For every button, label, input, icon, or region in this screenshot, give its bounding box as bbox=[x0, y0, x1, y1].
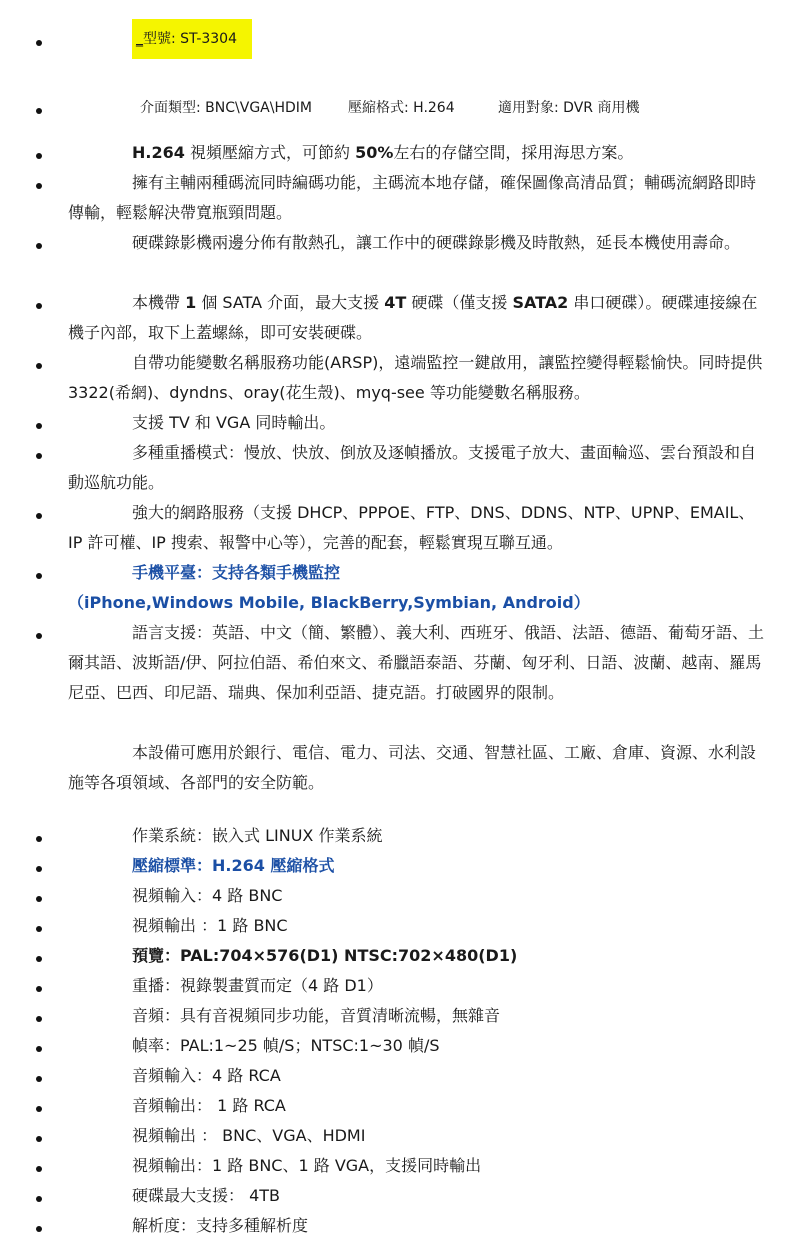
bullet bbox=[36, 40, 42, 46]
bullet bbox=[36, 573, 42, 579]
bullet bbox=[36, 836, 42, 842]
bullet bbox=[36, 986, 42, 992]
bullet bbox=[36, 926, 42, 932]
feature-sata: 本機帶 1 個 SATA 介面，最大支援 4T 硬碟（僅支援 SATA2 串口硬碟）。硬碟連接線在機子內部，取下上蓋螺絲，即可安裝硬碟。 bbox=[68, 293, 758, 342]
bullet bbox=[36, 183, 42, 189]
bullet bbox=[36, 866, 42, 872]
application-paragraph: 本設備可應用於銀行、電信、電力、司法、交通、智慧社區、工廠、倉庫、資源、水利設施等各項領域、各部門的安全防範。 bbox=[68, 743, 757, 792]
spec-item: 音頻：具有音視頻同步功能，音質清晰流暢，無雜音 bbox=[132, 1006, 501, 1025]
bullet bbox=[36, 363, 42, 369]
spec-item: 視頻輸出 ： BNC、VGA、HDMI bbox=[132, 1126, 366, 1145]
bullet bbox=[36, 153, 42, 159]
spec-item: 視頻輸出 ：1 路 BNC bbox=[132, 916, 288, 935]
bullet bbox=[36, 1196, 42, 1202]
bullet bbox=[36, 1046, 42, 1052]
feature-languages: 語言支援：英語、中文（簡、繁體）、義大利、西班牙、俄語、法語、德語、葡萄牙語、土爾其語、波斯語/伊、阿拉伯語、希伯來文、希臘語泰語、芬蘭、匈牙利、日語、波蘭、越南、羅馬尼亞、巴西、印尼語、瑞典、保加利亞語、捷克語。打破國界的限制。 bbox=[68, 623, 765, 702]
bullet bbox=[36, 423, 42, 429]
bullet bbox=[36, 1076, 42, 1082]
bullet bbox=[36, 633, 42, 639]
spec-item: 預覽：PAL:704×576(D1) NTSC:702×480(D1) bbox=[132, 946, 518, 965]
feature-playback: 多種重播模式：慢放、快放、倒放及逐幀播放。支援電子放大、畫面輪巡、雲台預設和自動巡航功能。 bbox=[68, 443, 757, 492]
feature-tv-vga: 支援 TV 和 VGA 同時輸出。 bbox=[132, 413, 336, 432]
bullet bbox=[36, 956, 42, 962]
spec-item: 硬碟最大支援： 4TB bbox=[132, 1186, 281, 1205]
bullet bbox=[36, 1166, 42, 1172]
bullet bbox=[36, 1016, 42, 1022]
compression-format: 壓縮格式: H.264 bbox=[348, 100, 455, 116]
feature-network: 強大的網路服務（支援 DHCP、PPPOE、FTP、DNS、DDNS、NTP、UPNP、EMAIL、IP 許可權、IP 搜索、報警中心等），完善的配套，輕鬆實現互聯互通。 bbox=[68, 503, 755, 552]
bullet bbox=[36, 1106, 42, 1112]
bullet bbox=[36, 243, 42, 249]
model-label: _型號: ST-3304 bbox=[132, 19, 252, 59]
target-market: 適用對象: DVR 商用機 bbox=[498, 100, 640, 116]
spec-item: 音頻輸入：4 路 RCA bbox=[132, 1066, 281, 1085]
feature-cooling: 硬碟錄影機兩邊分佈有散熱孔，讓工作中的硬碟錄影機及時散熱，延長本機使用壽命。 bbox=[132, 233, 741, 252]
bullet bbox=[36, 303, 42, 309]
interface-type: 介面類型: BNC\VGA\HDIM bbox=[140, 100, 312, 116]
spec-item: 解析度：支持多種解析度 bbox=[132, 1216, 309, 1235]
feature-dual-stream: 擁有主輔兩種碼流同時編碼功能，主碼流本地存儲，確保圖像高清品質；輔碼流網路即時傳輸，輕鬆解決帶寬瓶頸問題。 bbox=[68, 173, 757, 222]
feature-h264: H.264 視頻壓縮方式，可節約 50%左右的存儲空間，採用海思方案。 bbox=[132, 143, 634, 162]
spec-item: 視頻輸出：1 路 BNC、1 路 VGA，支援同時輸出 bbox=[132, 1156, 482, 1175]
spec-item: 作業系統：嵌入式 LINUX 作業系統 bbox=[132, 826, 383, 845]
spec-item: 壓縮標準：H.264 壓縮格式 bbox=[132, 856, 335, 875]
bullet bbox=[36, 1226, 42, 1232]
bullet bbox=[36, 108, 42, 114]
spec-item: 幀率：PAL:1~25 幀/S；NTSC:1~30 幀/S bbox=[132, 1036, 440, 1055]
feature-mobile: 手機平臺：支持各類手機監控 （iPhone,Windows Mobile, BlackBerry,Symbian, Android） bbox=[68, 563, 590, 612]
spec-item: 音頻輸出： 1 路 RCA bbox=[132, 1096, 286, 1115]
feature-arsp: 自帶功能變數名稱服務功能(ARSP)，遠端監控一鍵啟用，讓監控變得輕鬆愉快。同時提供 3322(希網)、dyndns、oray(花生殼)、myq-see 等功能變數名稱服務。 bbox=[68, 353, 763, 402]
bullet bbox=[36, 896, 42, 902]
bullet bbox=[36, 453, 42, 459]
bullet bbox=[36, 1136, 42, 1142]
spec-item: 視頻輸入：4 路 BNC bbox=[132, 886, 283, 905]
spec-item: 重播：視錄製畫質而定（4 路 D1） bbox=[132, 976, 383, 995]
bullet bbox=[36, 513, 42, 519]
